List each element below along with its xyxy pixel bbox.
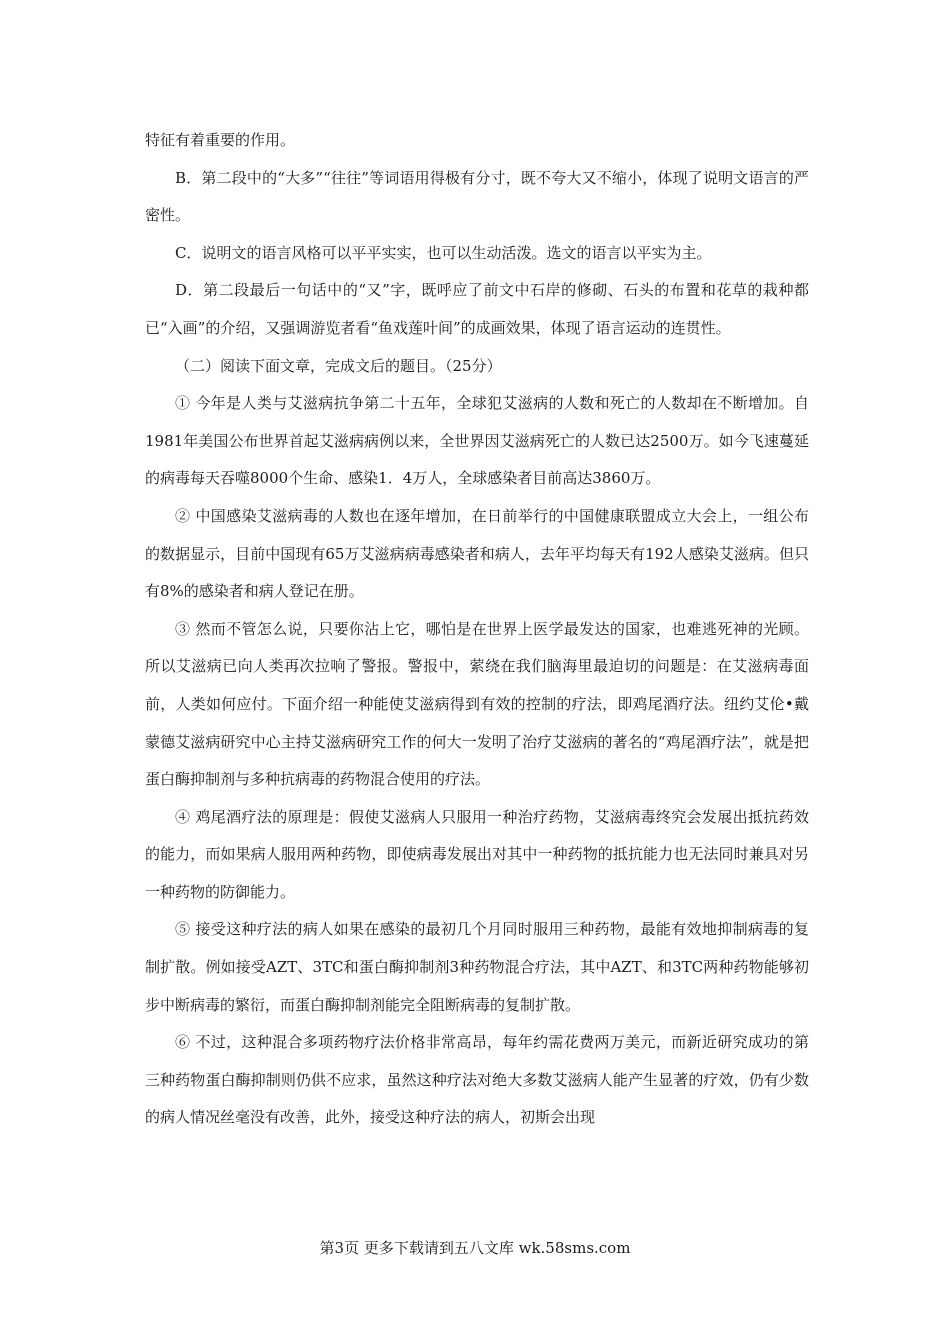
option-c: C．说明文的语言风格可以平平实实，也可以生动活泼。选文的语言以平实为主。: [175, 243, 712, 262]
article-body: [145, 122, 809, 1137]
article-paragraph-1: ① 今年是人类与艾滋病抗争第二十五年，全球犯艾滋病的人数和死亡的人数却在不断增加。自1981年美国公布世界首起艾滋病病例以来，全世界因艾滋病死亡的人数已达2500万。如今飞速蔓延的病毒每天吞噬8000个生命、感染1．4万人，全球感染者目前高达3860万。: [145, 394, 809, 488]
option-d: D．第二段最后一句话中的“又”字，既呼应了前文中石岸的修砌、石头的布置和花草的栽种都已“入画”的介绍，又强调游览者看“鱼戏莲叶间”的成画效果，体现了语言运动的连贯性。: [145, 281, 809, 337]
page-footer: 第3页 更多下载请到五八文库 wk.58sms.com: [319, 1239, 631, 1257]
option-b: B．第二段中的“大多”“往往”等词语用得极有分寸，既不夸大又不缩小，体现了说明文语言的严密性。: [145, 168, 809, 225]
article-paragraph-5: ⑤ 接受这种疗法的病人如果在感染的最初几个月同时服用三种药物，最能有效地抑制病毒的复制扩散。例如接受AZT、3TC和蛋白酶抑制剂3种药物混合疗法，其中AZT、和3TC两种药物能够初步中断病毒的繁衍，而蛋白酶抑制剂能完全阻断病毒的复制扩散。: [145, 920, 809, 1014]
article-paragraph-2: ② 中国感染艾滋病毒的人数也在逐年增加，在日前举行的中国健康联盟成立大会上，一组公布的数据显示，目前中国现有65万艾滋病病毒感染者和病人，去年平均每天有192人感染艾滋病。但只有8%的感染者和病人登记在册。: [145, 506, 809, 601]
article-paragraph-4: ④ 鸡尾酒疗法的原理是：假使艾滋病人只服用一种治疗药物，艾滋病毒终究会发展出抵抗药效的能力，而如果病人服用两种药物，即使病毒发展出对其中一种药物的抵抗能力也无法同时兼具对另一种药物的防御能力。: [145, 807, 809, 901]
paragraph-continuation: 特征有着重要的作用。: [145, 131, 296, 149]
article-paragraph-6: ⑥ 不过，这种混合多项药物疗法价格非常高昂，每年约需花费两万美元，而新近研究成功的第三种药物蛋白酶抑制则仍供不应求，虽然这种疗法对绝大多数艾滋病人能产生显著的疗效，仍有少数的病人情况丝毫没有改善，此外，接受这种疗法的病人，初斯会出现: [145, 1033, 809, 1127]
section-heading: （二）阅读下面文章，完成文后的题目。（25分）: [175, 356, 502, 375]
article-paragraph-3: ③ 然而不管怎么说，只要你沾上它，哪怕是在世界上医学最发达的国家，也难逃死神的光顾。所以艾滋病已向人类再次拉响了警报。警报中，萦绕在我们脑海里最迫切的问题是：在艾滋病毒面前，人类如何应付。下面介绍一种能使艾滋病得到有效的控制的疗法，即鸡尾酒疗法。纽约艾伦•戴蒙德艾滋病研究中心主持艾滋病研究工作的何大一发明了治疗艾滋病的著名的“鸡尾酒疗法”，就是把蛋白酶抑制剂与多种抗病毒的药物混合使用的疗法。: [145, 619, 809, 789]
